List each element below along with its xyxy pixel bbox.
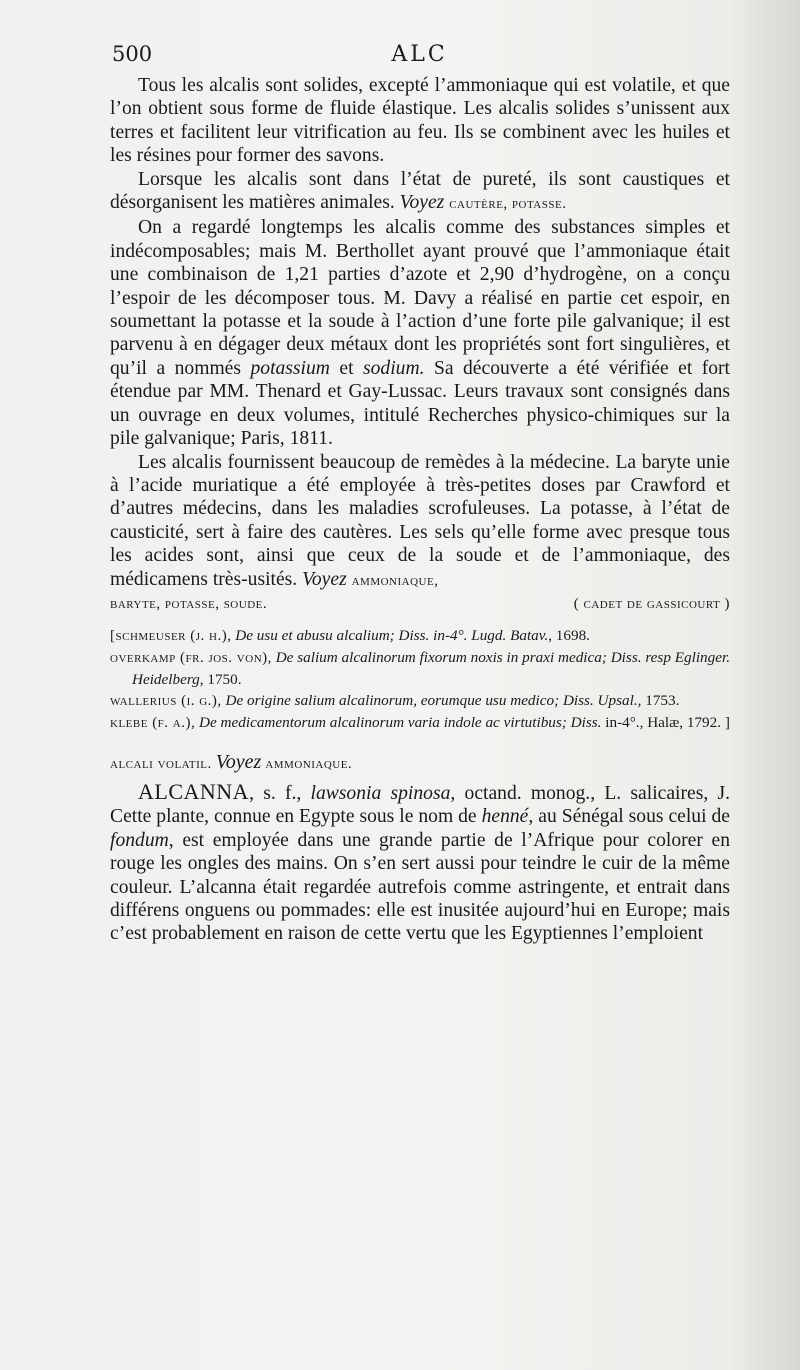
paragraph-text: On a regardé longtemps les alcalis comme des substances simples et indécomposables; mais M. Berthollet ayant prouvé que l’ammoniaque était une combinaison de 1,21 parties d’azote et 2,90 d’hydrogène, on a conçu l’espoir de les décomposer tous. M. Davy a réalisé en partie cet espoir, en soumettant la potasse et la soude à l’action d’une forte pile galvanique; il est parvenu à en dégager deux métaux dont les propriétés sont fort singulières, et qu’il a nommés [110, 217, 730, 379]
signature-line [110, 593, 730, 615]
body-text [110, 74, 730, 946]
paragraph-decomposition [110, 216, 730, 450]
paragraph-alcalis-solides: Tous les alcalis sont solides, excepté l’ammoniaque qui est volatile, et que l’on obtient sous forme de fluide élastique. Les alcalis solides s’unissent aux terres et facilitent leur vitrification au feu. Ils se combinent avec les huiles et les résines pour former des savons. [110, 75, 730, 167]
bibliography-entry: klebe (f. a.), De medicamentorum alcalinorum varia indole ac virtutibus; Diss. in-4°., Halæ, 1792. ] [110, 713, 730, 731]
author-signature: ( cadet de gassicourt ) [573, 595, 730, 612]
cross-reference-entry: alcali volatil. Voyez ammoniaque. [110, 750, 353, 773]
paragraph-text: Lorsque les alcalis sont dans l’état de pureté, ils sont caustiques et désorganisent les matières animales. [110, 168, 730, 214]
page-header [112, 42, 727, 72]
cross-reference: baryte, potasse, soude. [110, 595, 268, 612]
paragraph-text: Sa découverte a été vérifiée et fort étendue par MM. Thenard et Gay-Lussac. Leurs travaux sont consignés dans un ouvrage en deux volumes, intitulé Recherches physico-chimiques sur la pile galvanique; Paris, 1811. [110, 357, 731, 450]
latin-name: lawsonia spinosa [310, 782, 451, 804]
dictionary-entry-alcanna: ALCANNA, s. f., lawsonia spinosa, octand. monog., L. salicaires, J. Cette plante, connue en Egypte sous le nom de henné, au Sénégal sous celui de fondum, est employée dans une grande partie de l’Afrique pour colorer en rouge les ongles des mains. On s’en sert aussi pour teindre le cuir de la même couleur. L’alcanna était regardée autrefois comme astringente, et entrait dans différens onguens ou pommades: elle est inusitée aujourd’hui en Europe; mais c’est probablement en raison de cette vertu que les Egyptiennes l’emploient [110, 778, 730, 945]
cross-reference: ammoniaque, [351, 572, 439, 589]
cross-reference: cautère, potasse. [449, 196, 567, 213]
voyez-label: Voyez [399, 192, 445, 214]
voyez-label: Voyez [302, 568, 347, 590]
bibliography-entry: wallerius (i. g.), De origine salium alcalinorum, eorumque usu medico; Diss. Upsal., 1753. [110, 691, 680, 709]
page-number: 500 [112, 42, 153, 66]
running-head: ALC [391, 42, 448, 67]
paragraph-text: Les alcalis fournissent beaucoup de remèdes à la médecine. La baryte unie à l’acide muriatique a été employée à très-petites doses par Crawford et d’autres médecins, dans les maladies scrofuleuses. La potasse, à l’état de causticité, sert à faire des cautères. Les sels qu’elle forme avec presque tous les acides sont, ainsi que ceux de la soude et de l’ammoniaque, des médicamens très-usités. [110, 451, 730, 590]
term-sodium: sodium. [363, 357, 425, 379]
conjunction: et [329, 357, 363, 379]
bibliography-entry: [schmeuser (j. h.), De usu et abusu alcalium; Diss. in-4°. Lugd. Batav., 1698. [110, 626, 590, 644]
paragraph-caustiques [110, 168, 730, 217]
page-edge-shadow [730, 0, 800, 1370]
bibliography [110, 625, 730, 734]
headword: ALCANNA [138, 778, 250, 804]
paragraph-medecine [110, 451, 730, 593]
term-potassium: potassium [250, 357, 330, 379]
bibliography-entry: overkamp (fr. jos. von), De salium alcalinorum fixorum noxis in praxi medica; Diss. resp Eglinger. Heidelberg, 1750. [110, 648, 730, 688]
